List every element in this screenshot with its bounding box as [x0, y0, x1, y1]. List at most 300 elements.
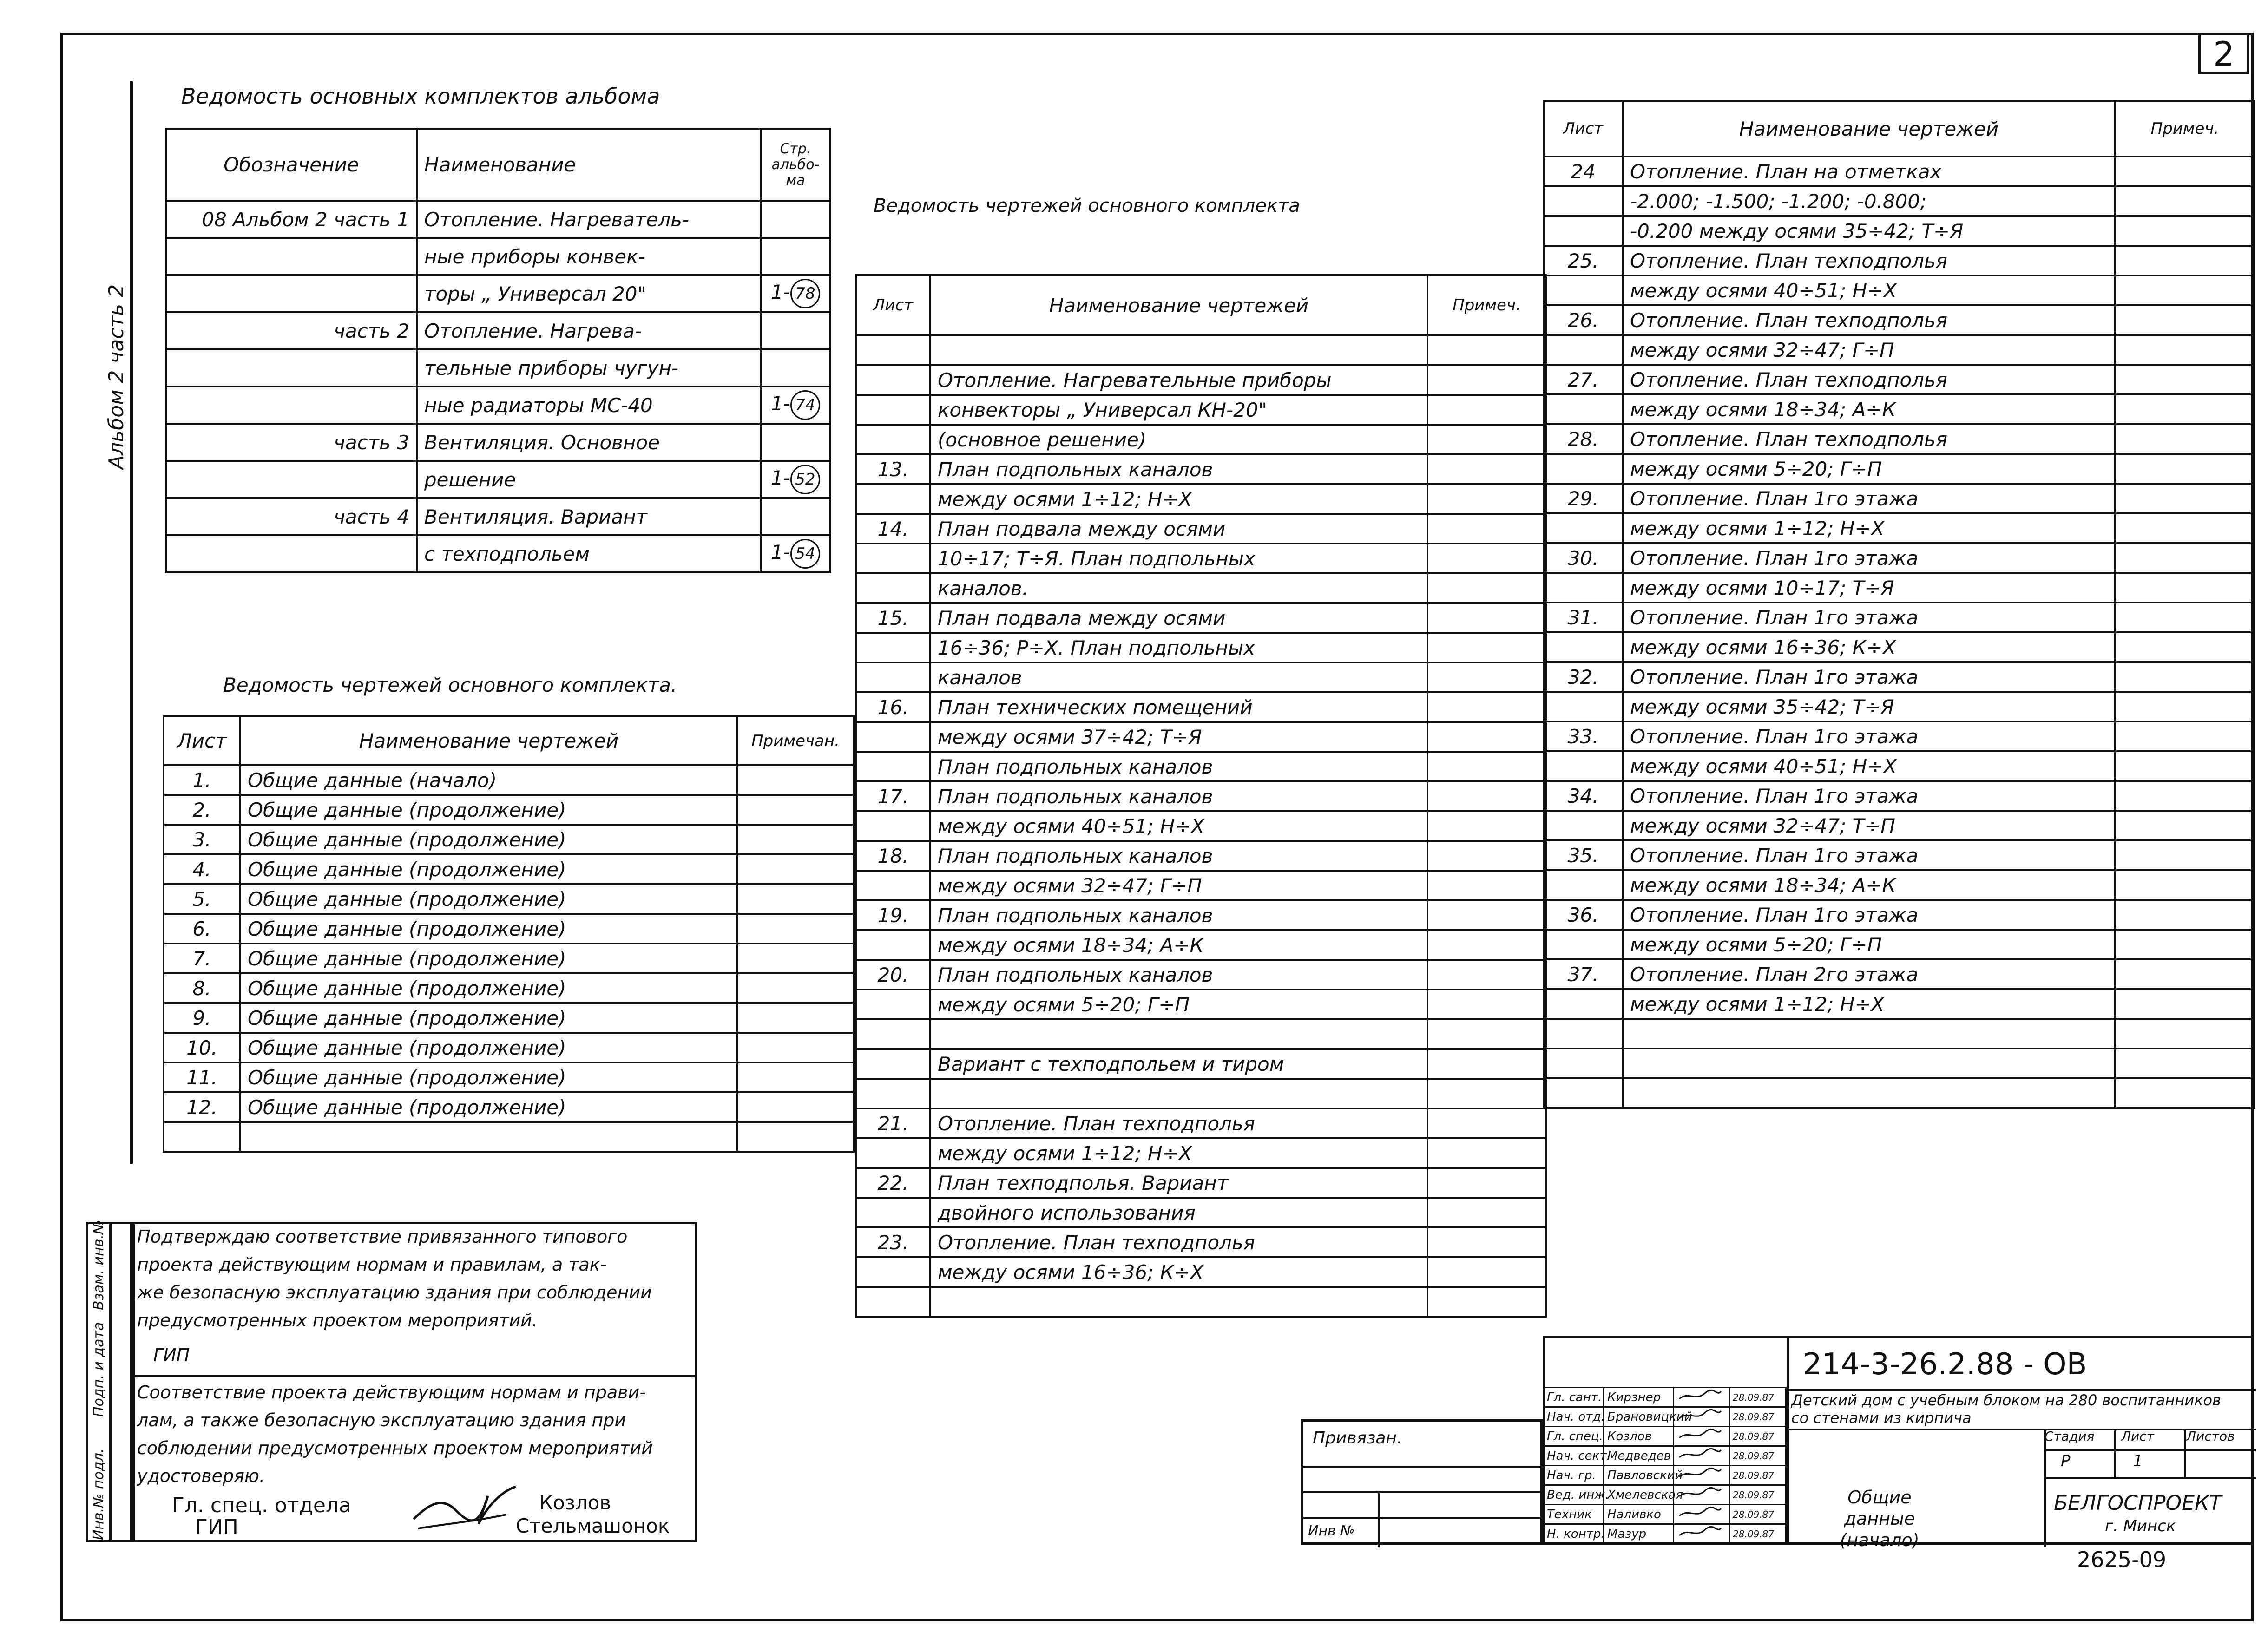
- table-row: [856, 752, 1546, 781]
- middle_table-cell: 19.: [856, 900, 930, 930]
- strip-label-sign: Подп. и дата: [91, 1322, 107, 1417]
- middle-table: [855, 274, 1547, 1318]
- middle_table-cell: [856, 1257, 930, 1287]
- table-row: [856, 990, 1546, 1019]
- table-row: [1544, 900, 2255, 930]
- right_table-cell: [1544, 989, 1623, 1019]
- general_table-cell: Общие данные (продолжение): [240, 914, 737, 944]
- general_table-cell: Общие данные (продолжение): [240, 973, 737, 1003]
- middle_table-cell: двойного использования: [930, 1198, 1427, 1227]
- person-role: Нач. гр.: [1544, 1466, 1604, 1485]
- right_table-cell: [1544, 1078, 1623, 1108]
- middle_table-cell: [930, 1287, 1427, 1317]
- person-name: Кирзнер: [1604, 1388, 1674, 1407]
- right_table-cell: между осями 40÷51; Н÷Х: [1623, 275, 2115, 305]
- stamp-org: БЕЛГОСПРОЕКТ: [2054, 1491, 2222, 1515]
- table-row: [1544, 513, 2255, 543]
- middle_table-cell: 13.: [856, 454, 930, 484]
- stamp-person-row: [1544, 1505, 1786, 1524]
- album_table-cell: 1- 52: [761, 461, 830, 498]
- approval-role1: Гл. спец. отдела: [172, 1494, 352, 1517]
- album_table-cell: часть 4: [166, 498, 417, 535]
- table-row: [1544, 989, 2255, 1019]
- table-row: [1544, 751, 2255, 781]
- general_table-cell: [737, 854, 854, 884]
- stage-header-sheets: Листов: [2186, 1429, 2235, 1444]
- middle_table-cell: [1427, 603, 1546, 633]
- middle-col-note: Примеч.: [1427, 275, 1546, 335]
- middle_table-cell: [856, 1019, 930, 1049]
- approval-name2: Стельмашонок: [516, 1515, 670, 1537]
- album_table-cell: [761, 424, 830, 461]
- general-col-note: Примечан.: [737, 716, 854, 765]
- right_table-cell: Отопление. План 1го этажа: [1623, 781, 2115, 811]
- person-signature: [1674, 1446, 1729, 1466]
- person-date: 28.09.87: [1729, 1407, 1786, 1427]
- right_table-cell: [2115, 959, 2255, 989]
- right_table-cell: [2115, 900, 2255, 930]
- right_table-cell: 33.: [1544, 721, 1623, 751]
- person-date: 28.09.87: [1729, 1524, 1786, 1544]
- album_table-cell: [761, 238, 830, 275]
- table-row: [1544, 246, 2255, 275]
- album_table-cell: торы „ Универсал 20": [417, 275, 761, 312]
- table-row: [164, 825, 854, 854]
- middle_table-cell: [1427, 662, 1546, 692]
- album_table-cell: [761, 498, 830, 535]
- right_table-cell: [2115, 1078, 2255, 1108]
- right_table-cell: [2115, 275, 2255, 305]
- right_table-cell: [2115, 216, 2255, 246]
- right_table-cell: Отопление. План 1го этажа: [1623, 603, 2115, 632]
- right_table-cell: [1544, 930, 1623, 959]
- middle_table-cell: [856, 425, 930, 454]
- middle_table-cell: конвекторы „ Универсал КН-20": [930, 395, 1427, 425]
- approval-text2-line3: соблюдении предусмотренных проектом мероприятий: [137, 1438, 653, 1458]
- approval-text2-line2: лам, а также безопасную эксплуатацию здания при: [137, 1410, 626, 1430]
- general_table-cell: 7.: [164, 944, 240, 973]
- stage-header-stage: Стадия: [2044, 1429, 2095, 1444]
- middle_table-cell: [856, 1198, 930, 1227]
- strip-label-replace: Взам. инв.№: [91, 1220, 107, 1310]
- middle_table-cell: План подпольных каналов: [930, 960, 1427, 990]
- general_table-cell: [164, 1122, 240, 1152]
- general_table-cell: 1.: [164, 765, 240, 795]
- middle_table-cell: [1427, 1049, 1546, 1079]
- general_table-cell: 11.: [164, 1062, 240, 1092]
- album_table-cell: [166, 461, 417, 498]
- general_table-cell: Общие данные (продолжение): [240, 854, 737, 884]
- person-role: Техник: [1544, 1505, 1604, 1524]
- table-row: [856, 1108, 1546, 1138]
- right_table-cell: [2115, 662, 2255, 692]
- right_table-cell: -0.200 между осями 35÷42; Т÷Я: [1623, 216, 2115, 246]
- table-row: [1544, 662, 2255, 692]
- right_table-cell: [1544, 870, 1623, 900]
- album_table-cell: [761, 349, 830, 387]
- middle_table-cell: [1427, 990, 1546, 1019]
- right_table-cell: [1544, 1019, 1623, 1049]
- right_table-cell: Отопление. План на отметках: [1623, 157, 2115, 186]
- table-row: [164, 1122, 854, 1152]
- middle_table-cell: [1427, 1019, 1546, 1049]
- middle_table-cell: План подпольных каналов: [930, 781, 1427, 811]
- right_table-cell: [2115, 603, 2255, 632]
- middle_table-cell: [856, 484, 930, 514]
- right_table-cell: [1544, 513, 1623, 543]
- stamp-person-row: [1544, 1485, 1786, 1505]
- person-role: Н. контр.: [1544, 1524, 1604, 1544]
- middle_table-cell: 18.: [856, 841, 930, 871]
- general_table-cell: [737, 1033, 854, 1062]
- right_table-cell: [2115, 1019, 2255, 1049]
- table-row: [164, 944, 854, 973]
- middle_table-cell: [1427, 1079, 1546, 1108]
- middle_table-cell: [1427, 514, 1546, 544]
- table-row: [856, 514, 1546, 544]
- table-row: [856, 365, 1546, 395]
- table-row: [166, 387, 830, 424]
- right_table-cell: [1544, 751, 1623, 781]
- table-row: [164, 1092, 854, 1122]
- table-row: [1544, 632, 2255, 662]
- album_table-cell: [166, 387, 417, 424]
- table-row: [856, 811, 1546, 841]
- right_table-cell: [2115, 394, 2255, 424]
- table-row: [856, 1227, 1546, 1257]
- middle_table-cell: между осями 18÷34; А÷К: [930, 930, 1427, 960]
- album-col-designation: Обозначение: [166, 129, 417, 201]
- right_table-cell: Отопление. План 2го этажа: [1623, 959, 2115, 989]
- person-name: Козлов: [1604, 1427, 1674, 1446]
- table-row: [1544, 275, 2255, 305]
- page-number: 2: [2198, 33, 2249, 74]
- person-role: Нач. сект.: [1544, 1446, 1604, 1466]
- stamp-person-row: [1544, 1446, 1786, 1466]
- side-label: Альбом 2 часть 2: [105, 284, 128, 469]
- middle_table-cell: [1427, 900, 1546, 930]
- table-row: [1544, 1078, 2255, 1108]
- middle_table-cell: 15.: [856, 603, 930, 633]
- middle_table-cell: каналов: [930, 662, 1427, 692]
- middle_table-cell: [1427, 1257, 1546, 1287]
- middle_table-cell: между осями 37÷42; Т÷Я: [930, 722, 1427, 752]
- general_table-cell: [240, 1122, 737, 1152]
- middle_table-cell: [1427, 930, 1546, 960]
- right_table-cell: [1544, 454, 1623, 484]
- middle_table-cell: [856, 365, 930, 395]
- general-table: [163, 715, 855, 1153]
- middle_table-cell: [930, 335, 1427, 365]
- general_table-cell: 3.: [164, 825, 240, 854]
- person-name: Павловский: [1604, 1466, 1674, 1485]
- album_table-cell: с техподпольем: [417, 535, 761, 572]
- middle_table-cell: [1427, 692, 1546, 722]
- table-row: [1544, 840, 2255, 870]
- table-row: [1544, 1049, 2255, 1078]
- right_table-cell: [1544, 1049, 1623, 1078]
- right_table-cell: 34.: [1544, 781, 1623, 811]
- approval-name1: Козлов: [539, 1491, 611, 1514]
- middle_table-cell: [1427, 722, 1546, 752]
- middle_table-cell: [856, 1079, 930, 1108]
- right_table-cell: между осями 35÷42; Т÷Я: [1623, 692, 2115, 721]
- stamp-person-row: [1544, 1524, 1786, 1544]
- middle_table-cell: [1427, 1168, 1546, 1198]
- middle_table-cell: между осями 1÷12; Н÷Х: [930, 1138, 1427, 1168]
- album_table-cell: [761, 312, 830, 349]
- right_table-cell: между осями 10÷17; Т÷Я: [1623, 573, 2115, 603]
- middle_table-cell: [1427, 811, 1546, 841]
- right_table-cell: [2115, 424, 2255, 454]
- right-col-note: Примеч.: [2115, 101, 2255, 157]
- right_table-cell: [2115, 484, 2255, 513]
- tied-inv-label: Инв №: [1308, 1523, 1355, 1539]
- album_table-cell: 08 Альбом 2 часть 1: [166, 201, 417, 238]
- person-date: 28.09.87: [1729, 1485, 1786, 1505]
- middle_table-cell: [856, 930, 930, 960]
- table-row: [856, 1287, 1546, 1317]
- table-row: [166, 424, 830, 461]
- stamp-code: 214-3-26.2.88 - ОВ: [1803, 1347, 2087, 1382]
- general_table-cell: [737, 944, 854, 973]
- right_table-cell: [1544, 275, 1623, 305]
- right_table-cell: [1544, 335, 1623, 365]
- right_table-cell: Отопление. План 1го этажа: [1623, 721, 2115, 751]
- middle-col-name: Наименование чертежей: [930, 275, 1427, 335]
- general_table-cell: 6.: [164, 914, 240, 944]
- middle_table-cell: [1427, 752, 1546, 781]
- person-role: Гл. сант.: [1544, 1388, 1604, 1407]
- person-date: 28.09.87: [1729, 1446, 1786, 1466]
- general_table-cell: [737, 765, 854, 795]
- table-row: [856, 1019, 1546, 1049]
- middle_table-cell: каналов.: [930, 573, 1427, 603]
- right_table-cell: между осями 5÷20; Г÷П: [1623, 930, 2115, 959]
- approval-gip1: ГИП: [153, 1345, 190, 1365]
- approval-text1-line1: Подтверждаю соответствие привязанного типового: [137, 1226, 628, 1247]
- general_table-cell: [737, 973, 854, 1003]
- general-col-name: Наименование чертежей: [240, 716, 737, 765]
- middle_table-cell: 10÷17; Т÷Я. План подпольных: [930, 544, 1427, 573]
- album-block-line: [130, 81, 133, 1164]
- right_table-cell: 24: [1544, 157, 1623, 186]
- middle-table-caption: Ведомость чертежей основного комплекта: [874, 195, 1300, 216]
- table-row: [1544, 394, 2255, 424]
- right_table-cell: между осями 18÷34; А÷К: [1623, 870, 2115, 900]
- stamp-person-row: [1544, 1427, 1786, 1446]
- middle_table-cell: [1427, 960, 1546, 990]
- middle_table-cell: [1427, 335, 1546, 365]
- general_table-cell: [737, 795, 854, 825]
- right_table-cell: 30.: [1544, 543, 1623, 573]
- middle_table-cell: 17.: [856, 781, 930, 811]
- stamp-project: Детский дом с учебным блоком на 280 воспитанников со стенами из кирпича: [1791, 1391, 2221, 1427]
- general_table-cell: 8.: [164, 973, 240, 1003]
- middle_table-cell: [856, 752, 930, 781]
- stamp-person-row: [1544, 1466, 1786, 1485]
- table-row: [1544, 781, 2255, 811]
- middle_table-cell: [1427, 1108, 1546, 1138]
- approval-text1-line2: проекта действующим нормам и правилам, а так-: [137, 1254, 607, 1275]
- table-row: [1544, 573, 2255, 603]
- middle_table-cell: План подвала между осями: [930, 603, 1427, 633]
- middle_table-cell: между осями 5÷20; Г÷П: [930, 990, 1427, 1019]
- middle_table-cell: [1427, 484, 1546, 514]
- general_table-cell: [737, 1122, 854, 1152]
- right_table-cell: [1623, 1049, 2115, 1078]
- table-row: [1544, 870, 2255, 900]
- person-name: Наливко: [1604, 1505, 1674, 1524]
- general_table-cell: 10.: [164, 1033, 240, 1062]
- approval-text1-line3: же безопасную эксплуатацию здания при соблюдении: [137, 1282, 652, 1303]
- right_table-cell: Отопление. План 1го этажа: [1623, 662, 2115, 692]
- right_table-cell: [2115, 246, 2255, 275]
- middle_table-cell: Отопление. План техподполья: [930, 1108, 1427, 1138]
- table-row: [1544, 721, 2255, 751]
- right_table-cell: [2115, 1049, 2255, 1078]
- person-signature: [1674, 1388, 1729, 1407]
- right_table-cell: 26.: [1544, 305, 1623, 335]
- stage-value-sheet: 1: [2133, 1452, 2143, 1470]
- middle_table-cell: [1427, 573, 1546, 603]
- right_table-cell: [2115, 365, 2255, 394]
- general_table-cell: 5.: [164, 884, 240, 914]
- table-row: [166, 461, 830, 498]
- right_table-cell: [2115, 781, 2255, 811]
- table-row: [856, 1079, 1546, 1108]
- table-row: [856, 484, 1546, 514]
- album-col-name: Наименование: [417, 129, 761, 201]
- right_table-cell: между осями 16÷36; К÷Х: [1623, 632, 2115, 662]
- album_table-cell: часть 3: [166, 424, 417, 461]
- right_table-cell: между осями 1÷12; Н÷Х: [1623, 513, 2115, 543]
- middle_table-cell: [1427, 841, 1546, 871]
- table-row: [856, 1049, 1546, 1079]
- general_table-cell: Общие данные (продолжение): [240, 944, 737, 973]
- table-row: [856, 692, 1546, 722]
- right-table: [1543, 100, 2255, 1109]
- table-row: [1544, 365, 2255, 394]
- general_table-cell: 9.: [164, 1003, 240, 1033]
- right_table-cell: Отопление. План техподполья: [1623, 365, 2115, 394]
- person-date: 28.09.87: [1729, 1427, 1786, 1446]
- table-row: [166, 312, 830, 349]
- table-row: [166, 349, 830, 387]
- right_table-cell: Отопление. План 1го этажа: [1623, 900, 2115, 930]
- middle_table-cell: между осями 32÷47; Г÷П: [930, 871, 1427, 900]
- table-row: [856, 1168, 1546, 1198]
- person-name: Хмелевская: [1604, 1485, 1674, 1505]
- general_table-cell: Общие данные (продолжение): [240, 1062, 737, 1092]
- general_table-cell: [737, 1062, 854, 1092]
- middle_table-cell: [856, 544, 930, 573]
- right_table-cell: [2115, 840, 2255, 870]
- general_table-cell: 4.: [164, 854, 240, 884]
- stamp-person-row: [1544, 1407, 1786, 1427]
- person-role: Гл. спец.: [1544, 1427, 1604, 1446]
- table-row: [166, 498, 830, 535]
- table-row: [856, 662, 1546, 692]
- middle_table-cell: [856, 335, 930, 365]
- approval-role2: ГИП: [195, 1515, 238, 1539]
- middle_table-cell: План техподполья. Вариант: [930, 1168, 1427, 1198]
- middle_table-cell: между осями 40÷51; Н÷Х: [930, 811, 1427, 841]
- right_table-cell: между осями 18÷34; А÷К: [1623, 394, 2115, 424]
- album_table-cell: 1- 74: [761, 387, 830, 424]
- middle_table-cell: между осями 16÷36; К÷Х: [930, 1257, 1427, 1287]
- album-table-caption: Ведомость основных комплектов альбома: [181, 84, 660, 109]
- table-row: [856, 1138, 1546, 1168]
- right_table-cell: [2115, 186, 2255, 216]
- right_table-cell: [1544, 573, 1623, 603]
- general-col-sheet: Лист: [164, 716, 240, 765]
- right_table-cell: 29.: [1544, 484, 1623, 513]
- middle_table-cell: (основное решение): [930, 425, 1427, 454]
- general_table-cell: Общие данные (продолжение): [240, 884, 737, 914]
- album_table-cell: ные приборы конвек-: [417, 238, 761, 275]
- right_table-cell: 37.: [1544, 959, 1623, 989]
- table-row: [1544, 603, 2255, 632]
- right_table-cell: [2115, 930, 2255, 959]
- middle_table-cell: [1427, 544, 1546, 573]
- right_table-cell: [2115, 543, 2255, 573]
- middle_table-cell: [1427, 395, 1546, 425]
- album_table-cell: тельные приборы чугун-: [417, 349, 761, 387]
- right_table-cell: [2115, 692, 2255, 721]
- middle_table-cell: [856, 811, 930, 841]
- table-row: [1544, 543, 2255, 573]
- right_table-cell: [1544, 186, 1623, 216]
- right_table-cell: [1544, 394, 1623, 424]
- right_table-cell: [2115, 721, 2255, 751]
- table-row: [856, 930, 1546, 960]
- table-row: [1544, 959, 2255, 989]
- middle_table-cell: 21.: [856, 1108, 930, 1138]
- right_table-cell: [1544, 692, 1623, 721]
- table-row: [164, 1033, 854, 1062]
- general_table-cell: Общие данные (начало): [240, 765, 737, 795]
- table-row: [856, 960, 1546, 990]
- album_table-cell: часть 2: [166, 312, 417, 349]
- right_table-cell: [2115, 454, 2255, 484]
- table-row: [856, 573, 1546, 603]
- middle_table-cell: Вариант с техподпольем и тиром: [930, 1049, 1427, 1079]
- table-row: [856, 871, 1546, 900]
- middle_table-cell: [1427, 1227, 1546, 1257]
- table-row: [1544, 692, 2255, 721]
- person-signature: [1674, 1466, 1729, 1485]
- right_table-cell: Отопление. План 1го этажа: [1623, 840, 2115, 870]
- right_table-cell: [2115, 989, 2255, 1019]
- table-row: [164, 765, 854, 795]
- person-date: 28.09.87: [1729, 1388, 1786, 1407]
- middle-col-sheet: Лист: [856, 275, 930, 335]
- table-row: [1544, 335, 2255, 365]
- right_table-cell: [1544, 216, 1623, 246]
- general_table-cell: [737, 1092, 854, 1122]
- table-row: [164, 795, 854, 825]
- table-row: [856, 544, 1546, 573]
- general_table-cell: Общие данные (продолжение): [240, 1033, 737, 1062]
- middle_table-cell: 23.: [856, 1227, 930, 1257]
- album_table-cell: [166, 275, 417, 312]
- general_table-cell: Общие данные (продолжение): [240, 825, 737, 854]
- right_table-cell: 28.: [1544, 424, 1623, 454]
- archive-number: 2625-09: [2077, 1547, 2167, 1572]
- table-row: [856, 781, 1546, 811]
- right_table-cell: [2115, 513, 2255, 543]
